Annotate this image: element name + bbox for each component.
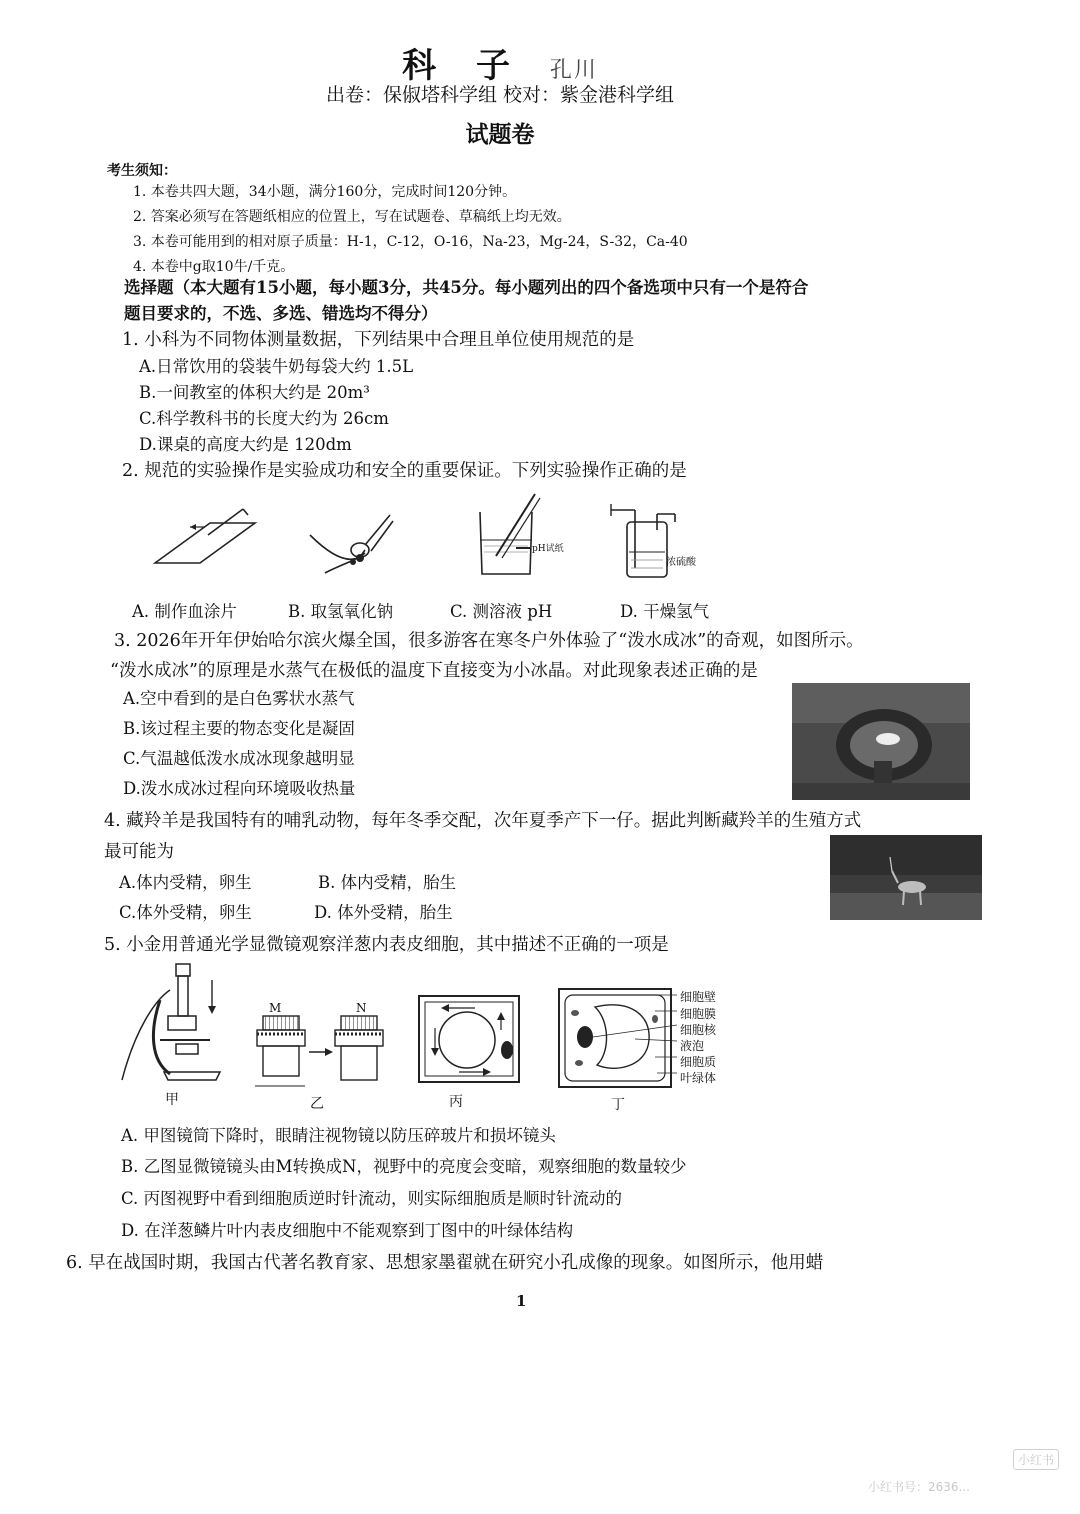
objective-lenses-figure [245,1000,395,1088]
gas-drying-figure [605,500,685,580]
credits-line: 出卷：保俶塔科学组 校对：紫金港科学组 [325,84,675,106]
caption-yi: 乙 [310,1096,324,1112]
blood-smear-figure [150,505,260,570]
notice-item: 4. 本卷中g取10牛/千克。 [133,259,295,275]
q3-stem-2: “泼水成冰”的原理是水蒸气在极低的温度下直接变为小冰晶。对此现象表述正确的是 [110,661,758,681]
page-number: 1 [516,1292,527,1310]
q3-option-b: B.该过程主要的物态变化是凝固 [123,719,355,738]
q1-stem: 1. 小科为不同物体测量数据，下列结果中合理且单位使用规范的是 [122,330,635,350]
splash-ice-photo [792,683,970,800]
q5-option-b: B. 乙图显微镜镜头由M转换成N，视野中的亮度会变暗，观察细胞的数量较少 [121,1157,687,1176]
subject-name: 科 子 [402,46,524,86]
naoh-sampling-figure [305,495,400,580]
cell-label-wall: 细胞壁 [680,990,717,1004]
caption-bing: 丙 [449,1094,463,1110]
paper-title: 试题卷 [465,121,535,148]
cell-label-membrane: 细胞膜 [680,1007,717,1021]
notice-item: 3. 本卷可能用到的相对原子质量：H-1，C-12，O-16，Na-23，Mg-24，S-32，Ca-40 [133,234,688,250]
q4-stem: 4. 藏羚羊是我国特有的哺乳动物，每年冬季交配，次年夏季产下一仔。据此判断藏羚羊的生殖方式 [104,811,862,831]
microscope-figure [120,960,230,1085]
caption-jia: 甲 [165,1092,179,1108]
caption-ding: 丁 [611,1097,625,1113]
watermark-id: 小红书号：2636... [868,1480,970,1494]
q2-stem: 2. 规范的实验操作是实验成功和安全的重要保证。下列实验操作正确的是 [122,461,687,481]
cell-label-chloroplast: 叶绿体 [680,1071,717,1085]
q3-option-c: C.气温越低泼水成冰现象越明显 [123,749,355,768]
lens-label-n: N [356,1001,367,1015]
notice-item: 1. 本卷共四大题，34小题，满分160分，完成时间120分钟。 [133,184,517,200]
q5-option-a: A. 甲图镜筒下降时，眼睛注视物镜以防压碎玻片和损坏镜头 [121,1126,556,1145]
q1-option-c: C.科学教科书的长度大约为 26cm [139,409,389,428]
notice-item: 2. 答案必须写在答题纸相应的位置上，写在试题卷、草稿纸上均无效。 [133,209,571,225]
q4-stem-2: 最可能为 [104,842,174,862]
q6-stem: 6. 早在战国时期，我国古代著名教育家、思想家墨翟就在研究小孔成像的现象。如图所示，他用蜡 [66,1253,824,1273]
section1-heading-2: 题目要求的，不选、多选、错选均不得分） [124,304,438,323]
lens-label-m: M [269,1001,282,1015]
q3-option-d: D.泼水成冰过程向环境吸收热量 [123,779,356,798]
cytoplasm-flow-figure [415,992,525,1087]
q5-option-c: C. 丙图视野中看到细胞质逆时针流动，则实际细胞质是顺时针流动的 [121,1189,623,1208]
q5-option-d: D. 在洋葱鳞片叶内表皮细胞中不能观察到丁图中的叶绿体结构 [121,1221,574,1240]
q2-option-a: A. 制作血涂片 [132,602,237,621]
q4-option-b: B. 体内受精，胎生 [318,873,457,892]
q3-option-a: A.空中看到的是白色雾状水蒸气 [123,689,355,708]
ph-test-figure [470,490,580,580]
q2-option-c: C. 测溶液 pH [450,602,553,621]
ph-paper-label: pH试纸 [532,544,564,554]
antelope-photo [830,835,982,920]
q1-option-d: D.课桌的高度大约是 120dm [139,435,352,454]
q3-stem: 3. 2026年开年伊始哈尔滨火爆全国，很多游客在寒冬户外体验了“泼水成冰”的奇观，如图所示。 [114,631,864,651]
subject-scribble: 孔川 [549,58,598,83]
q1-option-a: A.日常饮用的袋装牛奶每袋大约 1.5L [139,357,414,376]
cell-label-vacuole: 液泡 [680,1039,705,1053]
q4-option-a: A.体内受精，卵生 [119,873,252,892]
section1-heading: 选择题（本大题有15小题，每小题3分，共45分。每小题列出的四个备选项中只有一个是符合 [124,278,809,297]
cell-label-nucleus: 细胞核 [680,1023,717,1037]
q1-option-b: B.一间教室的体积大约是 20m³ [139,383,370,402]
acid-label: 浓硫酸 [666,557,696,568]
watermark-logo: 小红书 [1013,1449,1059,1470]
q4-option-c: C.体外受精，卵生 [119,903,252,922]
cell-label-cytoplasm: 细胞质 [680,1055,717,1069]
q4-option-d: D. 体外受精，胎生 [314,903,453,922]
notice-heading: 考生须知： [107,163,177,179]
q2-option-b: B. 取氢氧化钠 [288,602,394,621]
plant-cell-figure [555,985,677,1090]
q2-option-d: D. 干燥氢气 [620,602,710,621]
q5-stem: 5. 小金用普通光学显微镜观察洋葱内表皮细胞，其中描述不正确的一项是 [104,935,669,955]
